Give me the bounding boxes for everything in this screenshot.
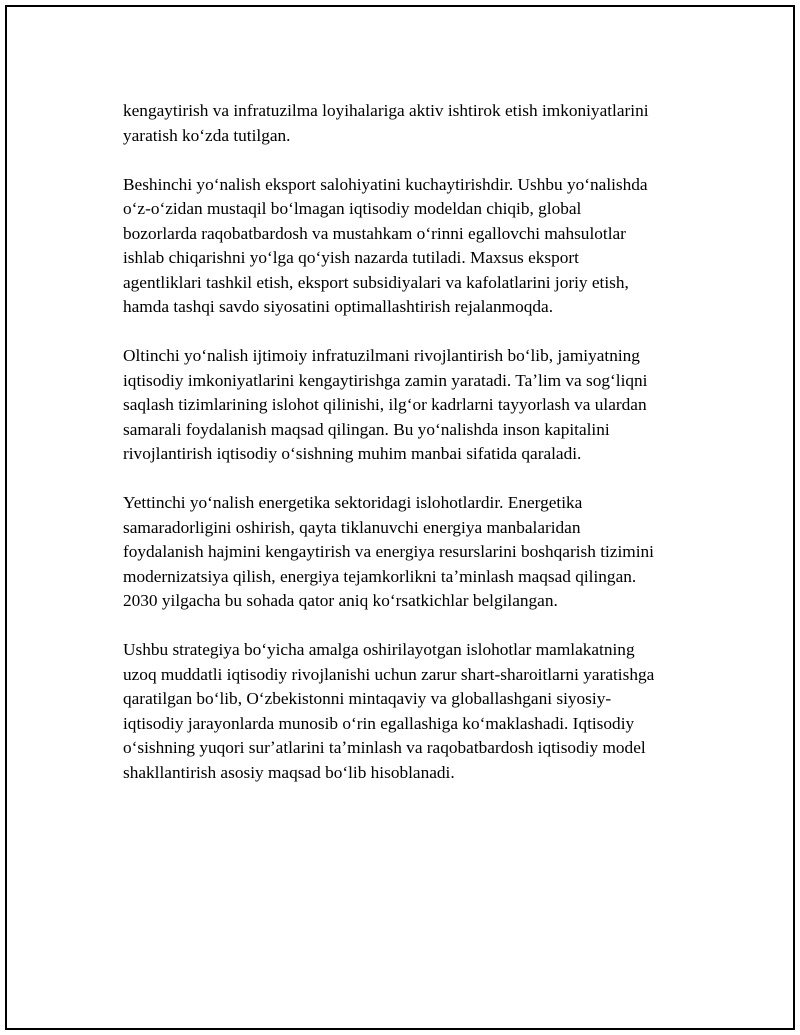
paragraph-seventh-direction: Yettinchi yoʻnalish energetika sektoridagi islohotlardir. Energetika samaradorligini oshirish, qayta tiklanuvchi energiya manbalaridan foydalanish hajmini kengaytirish va energiya resurslarini boshqarish tizimini modernizatsiya qilish, energiya tejamkorlikni taʼminlash maqsad qilingan. 2030 yilgacha bu sohada qator aniq koʻrsatkichlar belgilangan. [123, 493, 654, 610]
page-frame [5, 5, 795, 1030]
paragraph-fifth-direction: Beshinchi yoʻnalish eksport salohiyatini kuchaytirishdir. Ushbu yoʻnalishda oʻz-oʻzidan mustaqil boʻlmagan iqtisodiy modeldan chiqib, global bozorlarda raqobatbardosh va mustahkam oʻrinni egallovchi mahsulotlar ishlab chiqarishni yoʻlga qoʻyish nazarda tutiladi. Maxsus eksport agentliklari tashkil etish, eksport subsidiyalari va kafolatlarini joriy etish, hamda tashqi savdo siyosatini optimallashtirish rejalanmoqda. [123, 174, 648, 316]
paragraph-continuation: kengaytirish va infratuzilma loyihalariga aktiv ishtirok etish imkoniyatlarini yaratish koʻzda tutilgan. [123, 101, 649, 145]
paragraph-sixth-direction: Oltinchi yoʻnalish ijtimoiy infratuzilmani rivojlantirish boʻlib, jamiyatning iqtisodiy imkoniyatlarini kengaytirishga zamin yaratadi. Taʼlim va sogʻliqni saqlash tizimlarining islohot qilinishi, ilgʻor kadrlarni tayyorlash va ulardan samarali foydalanish maqsad qilingan. Bu yoʻnalishda inson kapitalini rivojlantirish iqtisodiy oʻsishning muhim manbai sifatida qaraladi. [123, 346, 648, 463]
page-body [123, 99, 703, 785]
paragraph-conclusion: Ushbu strategiya boʻyicha amalga oshirilayotgan islohotlar mamlakatning uzoq muddatli iqtisodiy rivojlanishi uchun zarur shart-sharoitlarni yaratishga qaratilgan boʻlib, Oʻzbekistonni mintaqaviy va globallashgani siyosiy- iqtisodiy jarayonlarda munosib oʻrin egallashiga koʻmaklashadi. Iqtisodiy oʻsishning yuqori surʼatlarini taʼminlash va raqobatbardosh iqtisodiy model shakllantirish asosiy maqsad boʻlib hisoblanadi. [123, 640, 655, 782]
